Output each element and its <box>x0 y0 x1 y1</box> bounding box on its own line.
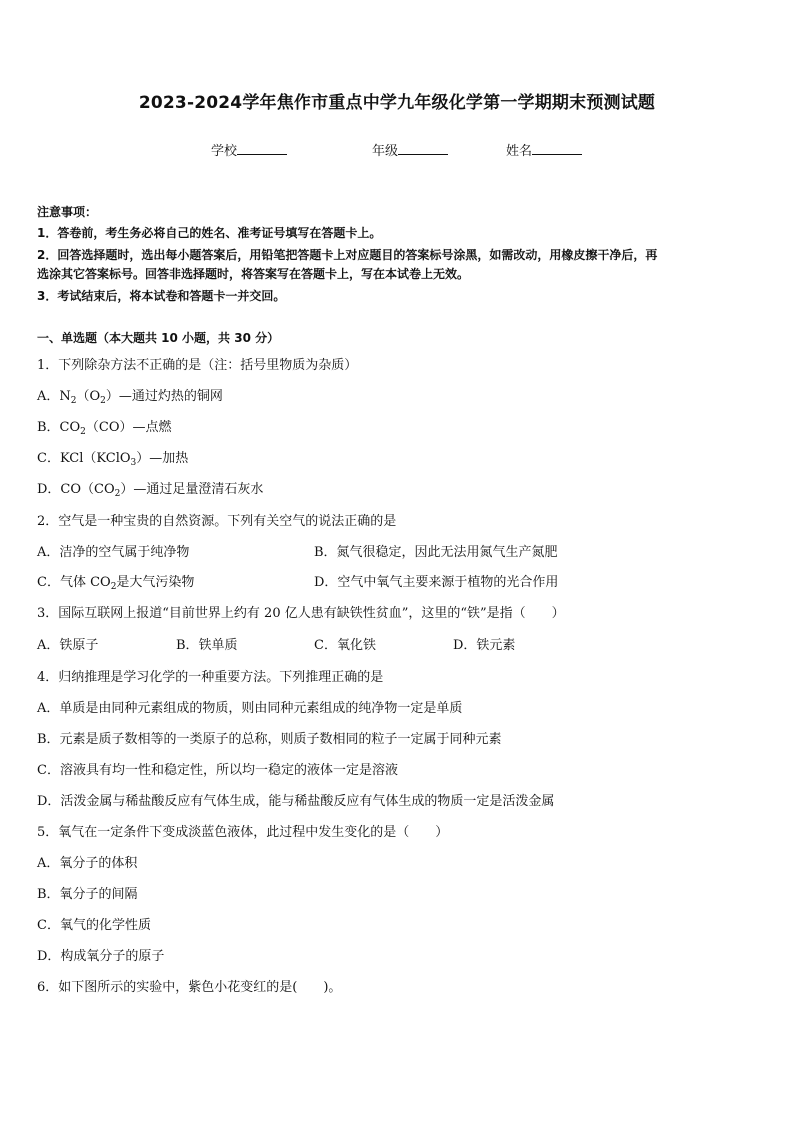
question-5-option-a: A．氧分子的体积 <box>37 856 138 871</box>
name-blank <box>532 142 582 155</box>
grade-label: 年级 <box>372 144 399 159</box>
question-4-option-c: C．溶液具有均一性和稳定性，所以均一稳定的液体一定是溶液 <box>37 763 398 778</box>
question-2-option-c: C．气体 $CO_2$是大气污染物 <box>37 575 195 592</box>
name-label: 姓名 <box>506 144 533 159</box>
question-4-option-a: A．单质是由同种元素组成的物质，则由同种元素组成的纯净物一定是单质 <box>37 701 463 716</box>
question-2-option-d: D．空气中氧气主要来源于植物的光合作用 <box>314 575 559 590</box>
question-6-stem: 6．如下图所示的实验中，紫色小花变红的是( )。 <box>37 980 342 995</box>
notice-heading: 注意事项： <box>37 205 98 219</box>
question-4-stem: 4．归纳推理是学习化学的一种重要方法。下列推理正确的是 <box>37 670 384 685</box>
question-3-option-c: C．氧化铁 <box>314 638 376 653</box>
question-1-stem: 1．下列除杂方法不正确的是（注：括号里物质为杂质） <box>37 358 358 373</box>
question-3-option-a: A．铁原子 <box>37 638 99 653</box>
question-1-option-d: D．$CO(CO_2)—$通过足量澄清石灰水 <box>37 482 264 499</box>
grade-blank <box>398 142 448 155</box>
question-4-option-d: D．活泼金属与稀盐酸反应有气体生成，能与稀盐酸反应有气体生成的物质一定是活泼金属 <box>37 794 555 809</box>
question-3-stem: 3．国际互联网上报道“目前世界上约有 20 亿人患有缺铁性贫血”，这里的“铁”是指（ ） <box>37 606 565 621</box>
notice-item: 2．回答选择题时，选出每小题答案后，用铅笔把答题卡上对应题目的答案标号涂黑，如需改动，用橡皮擦干净后，再 <box>37 248 658 262</box>
question-5-option-b: B．氧分子的间隔 <box>37 887 138 902</box>
school-blank <box>237 142 287 155</box>
school-label: 学校 <box>211 144 238 159</box>
question-1-option-a: A．$N_2(O_2)—$通过灼热的铜网 <box>37 389 223 406</box>
section-heading: 一、单选题（本大题共 10 小题，共 30 分） <box>37 331 280 345</box>
notice-item: 1．答卷前，考生务必将自己的姓名、准考证号填写在答题卡上。 <box>37 226 382 240</box>
notice-item: 3．考试结束后，将本试卷和答题卡一并交回。 <box>37 289 286 303</box>
question-1-option-c: C．KCl（KClO$_3$）—加热 <box>37 451 189 468</box>
question-4-option-b: B．元素是质子数相等的一类原子的总称，则质子数相同的粒子一定属于同种元素 <box>37 732 502 747</box>
question-5-option-d: D．构成氧分子的原子 <box>37 949 165 964</box>
question-2-stem: 2．空气是一种宝贵的自然资源。下列有关空气的说法正确的是 <box>37 514 397 529</box>
page-title: 2023-2024学年焦作市重点中学九年级化学第一学期期末预测试题 <box>138 93 656 113</box>
school-field <box>211 140 287 159</box>
question-2-option-b: B．氮气很稳定，因此无法用氮气生产氮肥 <box>314 545 558 560</box>
question-2-option-a: A．洁净的空气属于纯净物 <box>37 545 190 560</box>
question-5-stem: 5．氧气在一定条件下变成淡蓝色液体，此过程中发生变化的是（ ） <box>37 825 449 840</box>
question-3-option-b: B．铁单质 <box>176 638 238 653</box>
question-1-option-b: B．$CO_2(CO)—$点燃 <box>37 420 172 437</box>
notice-item: 选涂其它答案标号。回答非选择题时，将答案写在答题卡上，写在本试卷上无效。 <box>37 267 470 281</box>
question-3-option-d: D．铁元素 <box>453 638 516 653</box>
grade-field <box>372 140 448 159</box>
name-field <box>506 140 582 159</box>
question-5-option-c: C．氧气的化学性质 <box>37 918 151 933</box>
